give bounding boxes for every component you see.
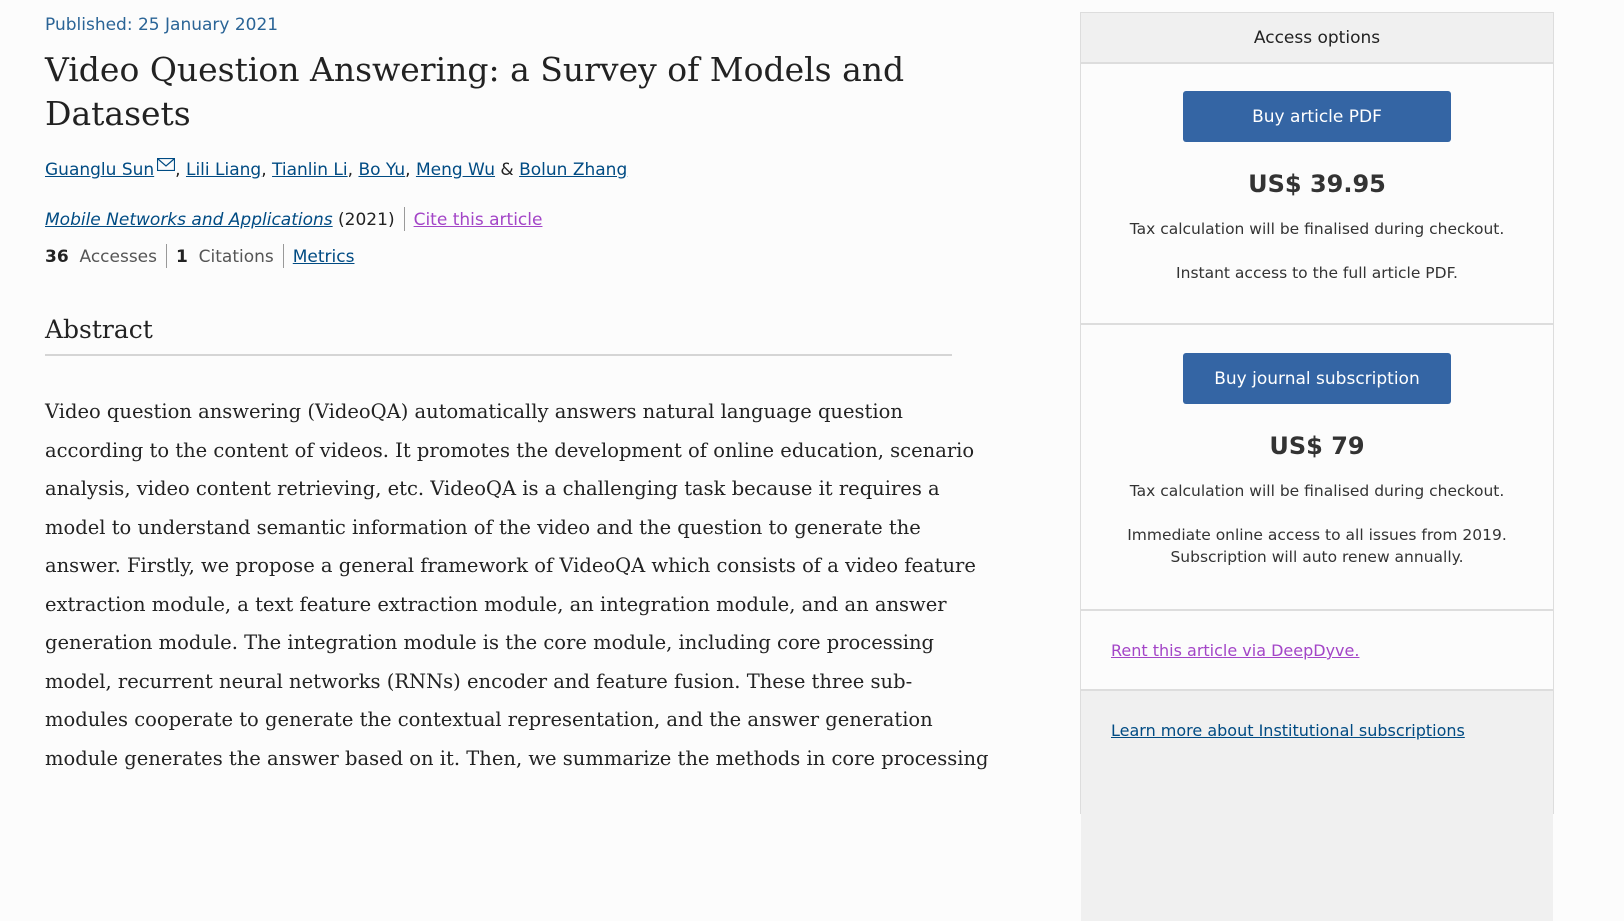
abstract-line: model, recurrent neural networks (RNNs) encoder and feature fusion. These three sub- bbox=[45, 669, 913, 693]
subscription-renew-note: Subscription will auto renew annually. bbox=[1170, 548, 1464, 566]
buy-journal-subscription-button[interactable]: Buy journal subscription bbox=[1183, 353, 1451, 404]
access-options-panel bbox=[1080, 12, 1554, 814]
abstract-line: generation module. The integration module is the core module, including core processing bbox=[45, 631, 935, 654]
metrics-link[interactable]: Metrics bbox=[292, 247, 355, 267]
accesses-count: 36 bbox=[45, 247, 69, 267]
abstract-line: modules cooperate to generate the contextual representation, and the answer generation bbox=[45, 708, 933, 731]
subscription-price: US$ 79 bbox=[1269, 432, 1365, 460]
author-link[interactable]: Bolun Zhang bbox=[519, 160, 628, 180]
author-link[interactable]: Lili Liang bbox=[185, 160, 262, 180]
abstract-line: according to the content of videos. It promotes the development of online education, scenario bbox=[45, 438, 975, 462]
institutional-section bbox=[1081, 691, 1553, 921]
rent-deepdyve-link[interactable]: Rent this article via DeepDyve. bbox=[1111, 641, 1360, 660]
author-link[interactable]: Tianlin Li bbox=[272, 160, 348, 180]
abstract-line: Video question answering (VideoQA) automatically answers natural language question bbox=[45, 400, 903, 423]
author-link[interactable]: Bo Yu bbox=[358, 160, 406, 180]
rent-section bbox=[1081, 611, 1553, 691]
journal-line bbox=[45, 207, 542, 231]
article-title: Video Question Answering: a Survey of Models and Datasets bbox=[45, 50, 905, 133]
pdf-tax-note: Tax calculation will be finalised during checkout. bbox=[1129, 220, 1505, 238]
abstract-line: module generates the answer based on it. Then, we summarize the methods in core processing bbox=[45, 746, 989, 770]
abstract-text bbox=[45, 393, 989, 778]
buy-article-pdf-button[interactable]: Buy article PDF bbox=[1183, 91, 1451, 142]
author-link[interactable]: Meng Wu bbox=[415, 160, 496, 180]
abstract-line: model to understand semantic information of the video and the question to generate the bbox=[45, 515, 921, 539]
divider bbox=[166, 244, 167, 268]
article-pdf-section bbox=[1081, 64, 1553, 325]
abstract-line: extraction module, a text feature extraction module, an integration module, and an answer bbox=[45, 592, 947, 616]
subscription-tax-note: Tax calculation will be finalised during checkout. bbox=[1129, 482, 1505, 500]
author-link[interactable]: Guanglu Sun bbox=[45, 160, 155, 180]
published-date: Published: 25 January 2021 bbox=[45, 15, 279, 35]
author-list: Guanglu Sun , Lili Liang, Tianlin Li, Bo Yu, Meng Wu & Bolun Zhang bbox=[45, 160, 628, 180]
journal-year: (2021) bbox=[338, 210, 395, 230]
metrics-line bbox=[45, 244, 354, 268]
subscription-section bbox=[1081, 325, 1553, 611]
citations-count: 1 bbox=[176, 247, 188, 267]
abstract-heading: Abstract bbox=[45, 315, 952, 356]
pdf-access-note: Instant access to the full article PDF. bbox=[1176, 264, 1458, 282]
abstract-line: answer. Firstly, we propose a general framework of VideoQA which consists of a video feature bbox=[45, 554, 976, 577]
cite-link[interactable]: Cite this article bbox=[413, 210, 543, 230]
accesses-label: Accesses bbox=[79, 247, 157, 267]
email-icon[interactable] bbox=[157, 158, 175, 171]
citations-label: Citations bbox=[198, 247, 274, 267]
divider bbox=[283, 244, 284, 268]
divider bbox=[404, 207, 405, 231]
institutional-subscriptions-link[interactable]: Learn more about Institutional subscriptions bbox=[1111, 721, 1465, 740]
subscription-note: Immediate online access to all issues from 2019. bbox=[1127, 526, 1507, 544]
journal-link[interactable]: Mobile Networks and Applications bbox=[45, 210, 333, 230]
access-options-header: Access options bbox=[1081, 13, 1553, 64]
abstract-line: analysis, video content retrieving, etc. VideoQA is a challenging task because it requires a bbox=[45, 477, 940, 500]
pdf-price: US$ 39.95 bbox=[1248, 170, 1386, 198]
